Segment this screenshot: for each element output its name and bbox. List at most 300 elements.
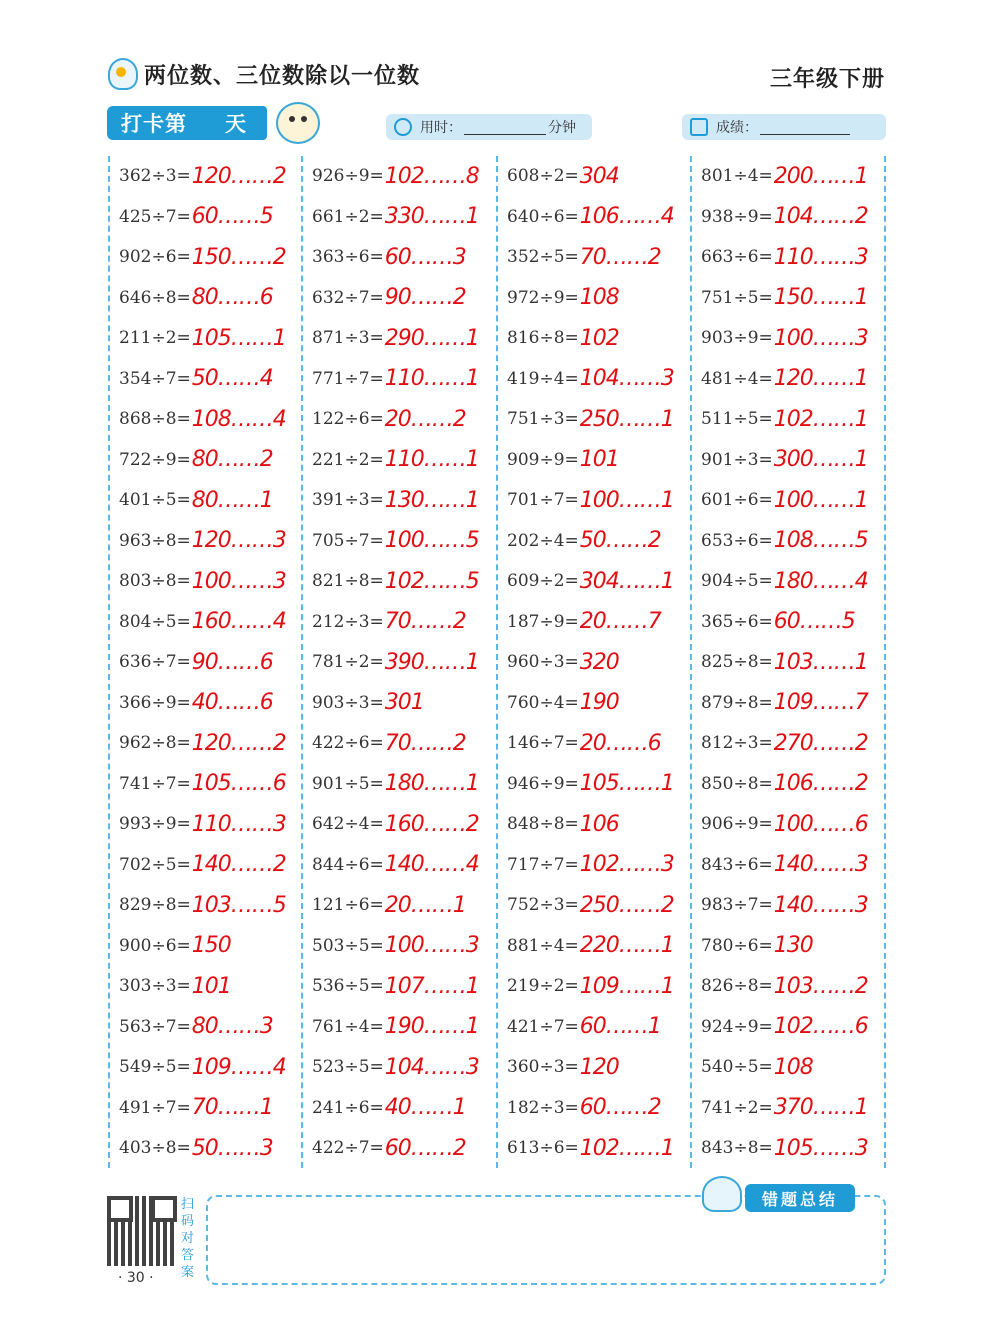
- handwritten-answer: 320: [579, 649, 619, 675]
- question-text: 804÷5=: [119, 611, 191, 632]
- handwritten-answer: 40……6: [191, 690, 273, 716]
- question-text: 868÷8=: [119, 409, 191, 430]
- question-text: 422÷6=: [312, 733, 384, 754]
- question-text: 771÷7=: [312, 368, 384, 389]
- checkin-prefix: 打卡第: [121, 112, 187, 136]
- question-text: 821÷8=: [312, 571, 384, 592]
- exercise-item: [692, 804, 884, 845]
- handwritten-answer: 60……3: [384, 244, 466, 270]
- handwritten-answer: 106: [579, 811, 619, 837]
- monkey-icon: [276, 102, 320, 144]
- handwritten-answer: 20……7: [579, 609, 661, 635]
- exercise-item: [692, 156, 884, 197]
- question-text: 962÷8=: [119, 733, 191, 754]
- question-text: 801÷4=: [701, 166, 773, 187]
- exercise-item: [498, 602, 690, 643]
- handwritten-answer: 40……1: [384, 1095, 466, 1121]
- handwritten-answer: 100……3: [773, 325, 868, 351]
- handwritten-answer: 250……1: [579, 406, 674, 432]
- handwritten-answer: 105……6: [191, 771, 286, 797]
- handwritten-answer: 90……2: [384, 285, 466, 311]
- exercise-item: [303, 885, 496, 926]
- question-text: 901÷3=: [701, 449, 773, 470]
- exercise-item: [498, 1007, 690, 1048]
- handwritten-answer: 270……2: [773, 730, 868, 756]
- question-text: 938÷9=: [701, 206, 773, 227]
- question-text: 640÷6=: [507, 206, 579, 227]
- exercise-item: [498, 1088, 690, 1129]
- handwritten-answer: 101: [191, 973, 231, 999]
- question-text: 646÷8=: [119, 287, 191, 308]
- exercise-item: [303, 359, 496, 400]
- handwritten-answer: 180……4: [773, 568, 868, 594]
- handwritten-answer: 150……1: [773, 285, 868, 311]
- question-text: 212÷3=: [312, 611, 384, 632]
- handwritten-answer: 103……2: [773, 973, 868, 999]
- exercise-item: [692, 966, 884, 1007]
- exercise-item: [303, 197, 496, 238]
- handwritten-answer: 390……1: [384, 649, 479, 675]
- handwritten-answer: 108: [773, 1054, 813, 1080]
- handwritten-answer: 103……5: [191, 892, 286, 918]
- qr-code[interactable]: [107, 1196, 177, 1266]
- handwritten-answer: 100……1: [773, 487, 868, 513]
- handwritten-answer: 107……1: [384, 973, 479, 999]
- handwritten-answer: 140……4: [384, 852, 479, 878]
- exercise-item: [498, 1047, 690, 1088]
- question-text: 360÷3=: [507, 1057, 579, 1078]
- question-text: 549÷5=: [119, 1057, 191, 1078]
- handwritten-answer: 110……1: [384, 447, 479, 473]
- exercise-item: [498, 561, 690, 602]
- question-text: 523÷5=: [312, 1057, 384, 1078]
- question-text: 848÷8=: [507, 814, 579, 835]
- question-text: 902÷6=: [119, 247, 191, 268]
- question-text: 421÷7=: [507, 1016, 579, 1037]
- handwritten-answer: 102……3: [579, 852, 674, 878]
- handwritten-answer: 150……2: [191, 244, 286, 270]
- handwritten-answer: 102……6: [773, 1014, 868, 1040]
- exercise-item: [498, 642, 690, 683]
- question-text: 363÷6=: [312, 247, 384, 268]
- exercise-item: [303, 642, 496, 683]
- exercise-item: [110, 561, 301, 602]
- exercise-item: [303, 561, 496, 602]
- exercise-item: [110, 1047, 301, 1088]
- exercise-item: [110, 1007, 301, 1048]
- question-text: 536÷5=: [312, 976, 384, 997]
- question-text: 972÷9=: [507, 287, 579, 308]
- exercise-item: [498, 804, 690, 845]
- handwritten-answer: 50……4: [191, 366, 273, 392]
- handwritten-answer: 120……2: [191, 163, 286, 189]
- handwritten-answer: 108: [579, 285, 619, 311]
- handwritten-answer: 50……3: [191, 1135, 273, 1161]
- question-text: 926÷9=: [312, 166, 384, 187]
- question-text: 481÷4=: [701, 368, 773, 389]
- question-text: 702÷5=: [119, 854, 191, 875]
- mistakes-summary-label: 错题总结: [745, 1184, 855, 1212]
- checkin-banner: [107, 106, 267, 140]
- handwritten-answer: 105……3: [773, 1135, 868, 1161]
- question-text: 419÷4=: [507, 368, 579, 389]
- score-blank[interactable]: [760, 120, 850, 135]
- question-text: 601÷6=: [701, 490, 773, 511]
- question-text: 609÷2=: [507, 571, 579, 592]
- handwritten-answer: 50……2: [579, 528, 661, 554]
- exercise-item: [110, 197, 301, 238]
- exercise-item: [498, 278, 690, 319]
- question-text: 366÷9=: [119, 692, 191, 713]
- handwritten-answer: 100……3: [384, 933, 479, 959]
- question-text: 901÷5=: [312, 773, 384, 794]
- handwritten-answer: 60……1: [579, 1014, 661, 1040]
- exercise-item: [303, 399, 496, 440]
- question-text: 993÷9=: [119, 814, 191, 835]
- handwritten-answer: 106……4: [579, 204, 674, 230]
- exercise-item: [692, 723, 884, 764]
- question-text: 751÷5=: [701, 287, 773, 308]
- checkin-suffix: 天: [225, 112, 247, 136]
- exercise-item: [303, 1128, 496, 1169]
- handwritten-answer: 106……2: [773, 771, 868, 797]
- question-text: 540÷5=: [701, 1057, 773, 1078]
- exercise-item: [498, 399, 690, 440]
- question-text: 900÷6=: [119, 935, 191, 956]
- question-text: 303÷3=: [119, 976, 191, 997]
- question-text: 781÷2=: [312, 652, 384, 673]
- exercise-item: [110, 278, 301, 319]
- question-text: 352÷5=: [507, 247, 579, 268]
- exercise-item: [110, 804, 301, 845]
- logo-icon: [108, 58, 138, 90]
- exercise-item: [498, 926, 690, 967]
- question-text: 751÷3=: [507, 409, 579, 430]
- exercise-item: [110, 602, 301, 643]
- question-text: 511÷5=: [701, 409, 773, 430]
- handwritten-answer: 190……1: [384, 1014, 479, 1040]
- exercise-grid: [108, 156, 886, 1168]
- handwritten-answer: 70……2: [579, 244, 661, 270]
- handwritten-answer: 102……1: [579, 1135, 674, 1161]
- question-text: 904÷5=: [701, 571, 773, 592]
- question-text: 816÷8=: [507, 328, 579, 349]
- handwritten-answer: 20……1: [384, 892, 466, 918]
- exercise-item: [110, 1128, 301, 1169]
- exercise-item: [303, 723, 496, 764]
- question-text: 663÷6=: [701, 247, 773, 268]
- question-text: 844÷6=: [312, 854, 384, 875]
- question-text: 871÷3=: [312, 328, 384, 349]
- exercise-item: [110, 723, 301, 764]
- question-text: 843÷8=: [701, 1138, 773, 1159]
- exercise-item: [303, 278, 496, 319]
- handwritten-answer: 150: [191, 933, 231, 959]
- question-text: 403÷8=: [119, 1138, 191, 1159]
- handwritten-answer: 330……1: [384, 204, 479, 230]
- handwritten-answer: 304: [579, 163, 619, 189]
- handwritten-answer: 108……4: [191, 406, 286, 432]
- question-text: 909÷9=: [507, 449, 579, 470]
- handwritten-answer: 109……1: [579, 973, 674, 999]
- handwritten-answer: 102……8: [384, 163, 479, 189]
- exercise-item: [110, 845, 301, 886]
- question-text: 391÷3=: [312, 490, 384, 511]
- exercise-item: [498, 156, 690, 197]
- question-text: 653÷6=: [701, 530, 773, 551]
- handwritten-answer: 105……1: [579, 771, 674, 797]
- exercise-item: [692, 764, 884, 805]
- exercise-item: [692, 1007, 884, 1048]
- question-text: 963÷8=: [119, 530, 191, 551]
- exercise-item: [692, 1047, 884, 1088]
- handwritten-answer: 80……6: [191, 285, 273, 311]
- question-text: 146÷7=: [507, 733, 579, 754]
- exercise-item: [303, 683, 496, 724]
- exercise-item: [110, 399, 301, 440]
- question-text: 661÷2=: [312, 206, 384, 227]
- handwritten-answer: 160……2: [384, 811, 479, 837]
- handwritten-answer: 80……2: [191, 447, 273, 473]
- exercise-column-3: [498, 156, 692, 1168]
- time-unit: 分钟: [548, 120, 576, 136]
- exercise-item: [498, 359, 690, 400]
- exercise-item: [303, 480, 496, 521]
- exercise-column-2: [303, 156, 498, 1168]
- exercise-column-4: [692, 156, 886, 1168]
- question-text: 401÷5=: [119, 490, 191, 511]
- handwritten-answer: 100……1: [579, 487, 674, 513]
- question-text: 946÷9=: [507, 773, 579, 794]
- exercise-item: [303, 602, 496, 643]
- page-number: · 30 ·: [118, 1270, 154, 1286]
- handwritten-answer: 120……3: [191, 528, 286, 554]
- question-text: 425÷7=: [119, 206, 191, 227]
- exercise-item: [303, 318, 496, 359]
- exercise-item: [110, 359, 301, 400]
- handwritten-answer: 370……1: [773, 1095, 868, 1121]
- top-title: [108, 58, 420, 90]
- question-text: 903÷9=: [701, 328, 773, 349]
- alarm-clock-icon: [394, 118, 412, 136]
- question-text: 812÷3=: [701, 733, 773, 754]
- exercise-item: [498, 197, 690, 238]
- handwritten-answer: 60……2: [579, 1095, 661, 1121]
- question-text: 717÷7=: [507, 854, 579, 875]
- question-text: 826÷8=: [701, 976, 773, 997]
- exercise-item: [498, 845, 690, 886]
- exercise-item: [498, 440, 690, 481]
- question-text: 211÷2=: [119, 328, 191, 349]
- exercise-item: [692, 237, 884, 278]
- question-text: 362÷3=: [119, 166, 191, 187]
- question-text: 960÷3=: [507, 652, 579, 673]
- question-text: 608÷2=: [507, 166, 579, 187]
- exercise-item: [110, 642, 301, 683]
- exercise-item: [303, 521, 496, 562]
- exercise-item: [692, 926, 884, 967]
- question-text: 825÷8=: [701, 652, 773, 673]
- exercise-item: [498, 723, 690, 764]
- handwritten-answer: 80……3: [191, 1014, 273, 1040]
- score-label: 成绩：: [716, 120, 758, 136]
- exercise-item: [110, 926, 301, 967]
- handwritten-answer: 60……5: [191, 204, 273, 230]
- question-text: 632÷7=: [312, 287, 384, 308]
- handwritten-answer: 20……2: [384, 406, 466, 432]
- handwritten-answer: 102: [579, 325, 619, 351]
- handwritten-answer: 70……2: [384, 730, 466, 756]
- exercise-item: [692, 278, 884, 319]
- handwritten-answer: 120……1: [773, 366, 868, 392]
- question-text: 705÷7=: [312, 530, 384, 551]
- handwritten-answer: 101: [579, 447, 619, 473]
- handwritten-answer: 104……2: [773, 204, 868, 230]
- exercise-item: [498, 521, 690, 562]
- handwritten-answer: 20……6: [579, 730, 661, 756]
- question-text: 503÷5=: [312, 935, 384, 956]
- handwritten-answer: 220……1: [579, 933, 674, 959]
- handwritten-answer: 304……1: [579, 568, 674, 594]
- handwritten-answer: 100……5: [384, 528, 479, 554]
- exercise-item: [498, 966, 690, 1007]
- exercise-item: [692, 885, 884, 926]
- question-text: 983÷7=: [701, 895, 773, 916]
- handwritten-answer: 110……3: [191, 811, 286, 837]
- exercise-item: [110, 521, 301, 562]
- handwritten-answer: 301: [384, 690, 424, 716]
- question-text: 924÷9=: [701, 1016, 773, 1037]
- handwritten-answer: 190: [579, 690, 619, 716]
- handwritten-answer: 100……3: [191, 568, 286, 594]
- handwritten-answer: 300……1: [773, 447, 868, 473]
- time-field: [386, 114, 592, 140]
- question-text: 780÷6=: [701, 935, 773, 956]
- exercise-item: [303, 1047, 496, 1088]
- question-text: 187÷9=: [507, 611, 579, 632]
- exercise-item: [498, 764, 690, 805]
- question-text: 422÷7=: [312, 1138, 384, 1159]
- exercise-item: [303, 804, 496, 845]
- handwritten-answer: 70……1: [191, 1095, 273, 1121]
- question-text: 829÷8=: [119, 895, 191, 916]
- time-blank[interactable]: [464, 120, 546, 135]
- exercise-item: [692, 480, 884, 521]
- grade-label: 三年级下册: [769, 67, 885, 92]
- exercise-item: [692, 642, 884, 683]
- exercise-item: [110, 966, 301, 1007]
- exercise-item: [110, 440, 301, 481]
- exercise-column-1: [108, 156, 303, 1168]
- handwritten-answer: 180……1: [384, 771, 479, 797]
- exercise-item: [692, 197, 884, 238]
- question-text: 563÷7=: [119, 1016, 191, 1037]
- handwritten-answer: 110……3: [773, 244, 868, 270]
- exercise-item: [692, 399, 884, 440]
- page-title: 两位数、三位数除以一位数: [144, 63, 421, 89]
- question-text: 701÷7=: [507, 490, 579, 511]
- question-text: 354÷7=: [119, 368, 191, 389]
- handwritten-answer: 140……3: [773, 852, 868, 878]
- exercise-item: [110, 480, 301, 521]
- qr-caption: 扫码对答案: [181, 1197, 195, 1280]
- handwritten-answer: 105……1: [191, 325, 286, 351]
- exercise-item: [692, 683, 884, 724]
- exercise-item: [110, 156, 301, 197]
- exercise-item: [692, 602, 884, 643]
- exercise-item: [110, 318, 301, 359]
- handwritten-answer: 108……5: [773, 528, 868, 554]
- question-text: 843÷6=: [701, 854, 773, 875]
- handwritten-answer: 109……7: [773, 690, 868, 716]
- question-text: 722÷9=: [119, 449, 191, 470]
- question-text: 741÷7=: [119, 773, 191, 794]
- handwritten-answer: 120: [579, 1054, 619, 1080]
- question-text: 365÷6=: [701, 611, 773, 632]
- exercise-item: [110, 764, 301, 805]
- question-text: 741÷2=: [701, 1097, 773, 1118]
- exercise-item: [303, 156, 496, 197]
- question-text: 760÷4=: [507, 692, 579, 713]
- question-text: 803÷8=: [119, 571, 191, 592]
- handwritten-answer: 200……1: [773, 163, 868, 189]
- question-text: 182÷3=: [507, 1097, 579, 1118]
- exercise-item: [303, 764, 496, 805]
- exercise-item: [303, 1088, 496, 1129]
- exercise-item: [110, 885, 301, 926]
- question-text: 491÷7=: [119, 1097, 191, 1118]
- handwritten-answer: 250……2: [579, 892, 674, 918]
- exercise-item: [692, 318, 884, 359]
- handwritten-answer: 130: [773, 933, 813, 959]
- question-text: 121÷6=: [312, 895, 384, 916]
- exercise-item: [692, 561, 884, 602]
- exercise-item: [303, 1007, 496, 1048]
- handwritten-answer: 130……1: [384, 487, 479, 513]
- exercise-item: [692, 521, 884, 562]
- exercise-item: [110, 683, 301, 724]
- question-text: 881÷4=: [507, 935, 579, 956]
- exercise-item: [303, 440, 496, 481]
- elephant-icon: [702, 1176, 742, 1212]
- handwritten-answer: 70……2: [384, 609, 466, 635]
- exercise-item: [303, 926, 496, 967]
- handwritten-answer: 60……5: [773, 609, 855, 635]
- question-text: 202÷4=: [507, 530, 579, 551]
- handwritten-answer: 90……6: [191, 649, 273, 675]
- handwritten-answer: 102……5: [384, 568, 479, 594]
- question-text: 636÷7=: [119, 652, 191, 673]
- handwritten-answer: 104……3: [384, 1054, 479, 1080]
- question-text: 761÷4=: [312, 1016, 384, 1037]
- question-text: 903÷3=: [312, 692, 384, 713]
- exercise-item: [303, 845, 496, 886]
- score-field: [682, 114, 886, 140]
- exercise-item: [498, 1128, 690, 1169]
- exercise-item: [110, 1088, 301, 1129]
- exercise-item: [498, 480, 690, 521]
- exercise-item: [692, 440, 884, 481]
- question-text: 613÷6=: [507, 1138, 579, 1159]
- question-text: 850÷8=: [701, 773, 773, 794]
- handwritten-answer: 140……2: [191, 852, 286, 878]
- exercise-item: [498, 885, 690, 926]
- exercise-item: [692, 359, 884, 400]
- handwritten-answer: 102……1: [773, 406, 868, 432]
- question-text: 122÷6=: [312, 409, 384, 430]
- exercise-item: [498, 237, 690, 278]
- handwritten-answer: 140……3: [773, 892, 868, 918]
